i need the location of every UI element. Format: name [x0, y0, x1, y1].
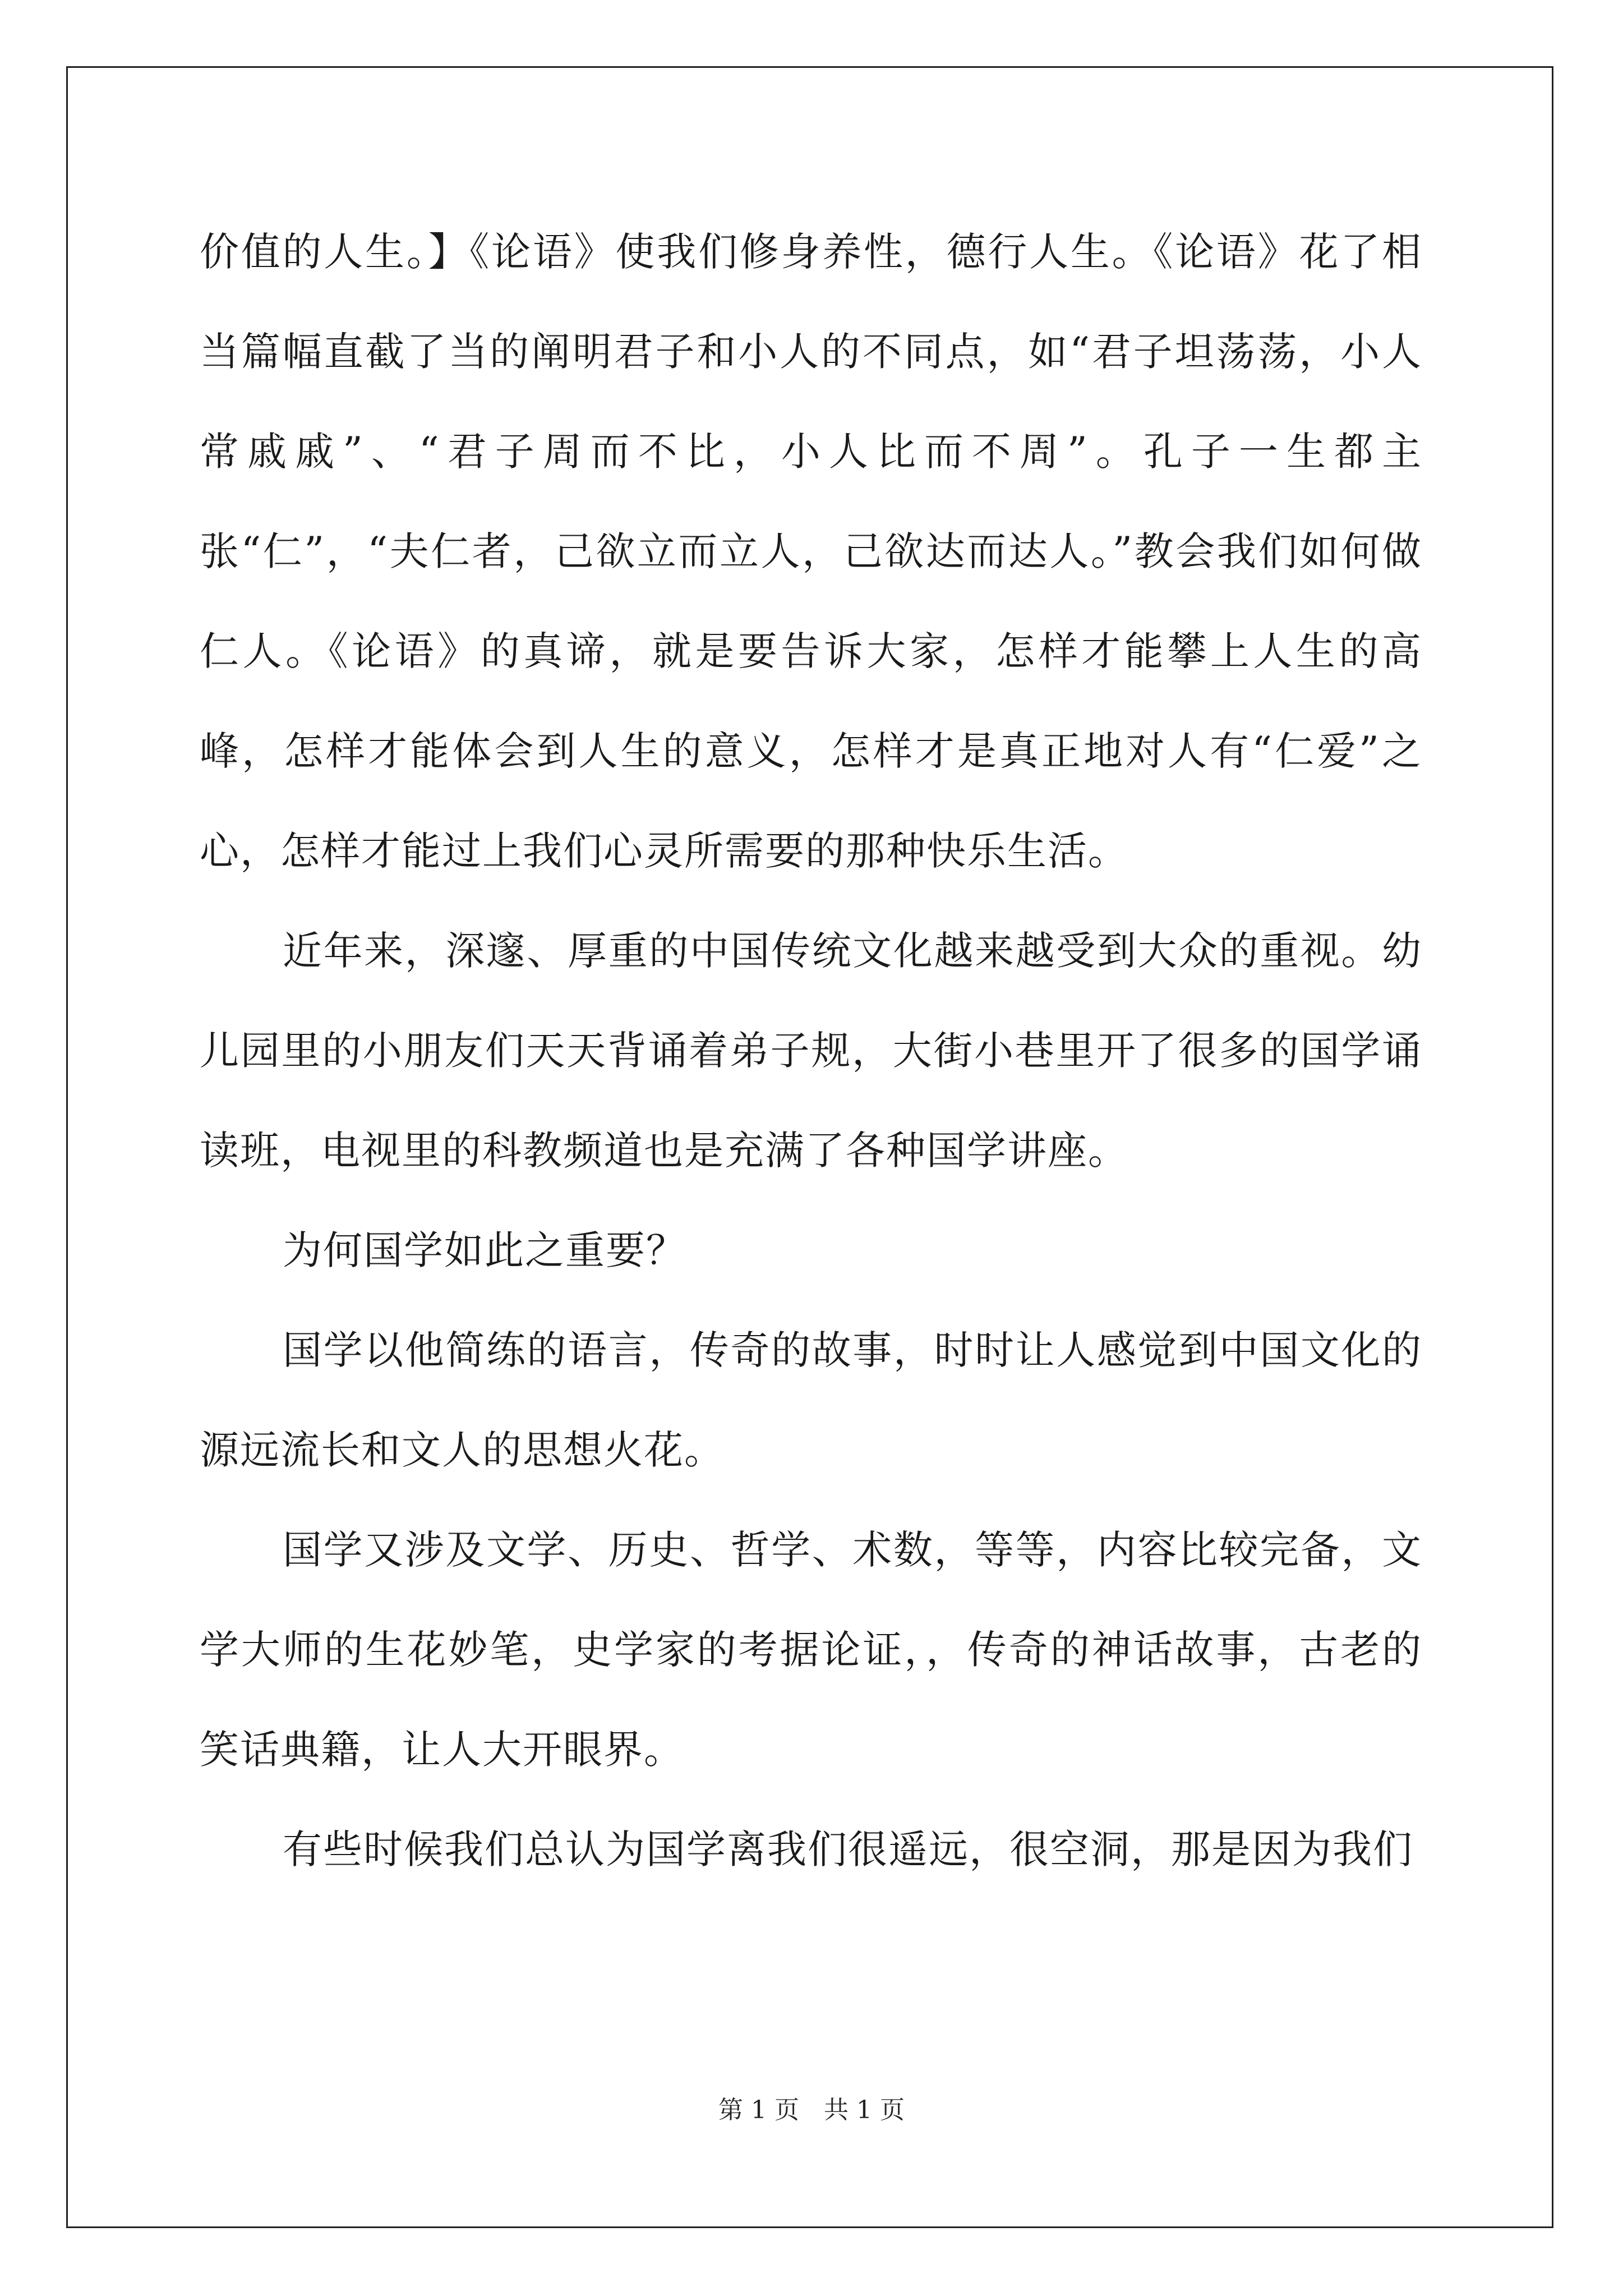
paragraph — [200, 1500, 1422, 1800]
text-line: 我们心灵所需要的那种快乐生活。 — [523, 828, 1128, 874]
text-line: 源远流长和文人的思想火花。 — [200, 1427, 725, 1473]
paragraph — [200, 1800, 1422, 1899]
text-line: 仁者，己欲立而立人，己欲达而达人。”教会我们如何做仁人。《论语》 — [200, 528, 1422, 674]
text-line: 有些时候我们总认为国学离我们很遥远，很空洞，那是因为我们 — [283, 1826, 1413, 1872]
text-line: 学大师的生花妙笔，史学家的考据论证，，传奇的神话故事，古老的笑 — [200, 1627, 1422, 1773]
document-body — [200, 202, 1422, 1899]
paragraph — [200, 1200, 1422, 1300]
paragraph — [200, 901, 1422, 1200]
paragraph — [200, 1300, 1422, 1500]
text-line: 话典籍，让人大开眼界。 — [240, 1727, 684, 1773]
paragraph — [200, 202, 1422, 901]
page-number-footer: 第 1 页 共 1 页 — [718, 2096, 905, 2124]
text-line: 价值的人生。】《论语》使我们修身养性，德行人生。《论语》花了相当 — [200, 229, 1422, 375]
text-line: 儿园里的小朋友们天天背诵着弟子规，大街小巷里开了很多的国学诵 — [200, 1028, 1422, 1074]
text-line: 为何国学如此之重要？ — [283, 1227, 686, 1273]
text-line: 读班，电视里的科教频道也是充满了各种国学讲座。 — [200, 1128, 1128, 1174]
text-line: 的真谛，就是要告诉大家，怎样才能攀上人生的高峰，怎样才能体会 — [200, 628, 1422, 774]
text-line: 国学以他简练的语言，传奇的故事，时时让人感觉到中国文化的 — [283, 1327, 1422, 1373]
text-line: 国学又涉及文学、历史、哲学、术数，等等，内容比较完备，文 — [283, 1527, 1422, 1573]
text-line: 篇幅直截了当的阐明君子和小人的不同点，如“君子坦荡荡，小人常 — [200, 329, 1422, 475]
text-line: 近年来，深邃、厚重的中国传统文化越来越受到大众的重视。幼 — [283, 928, 1422, 974]
text-line: 到人生的意义，怎样才是真正地对人有“仁爱”之心，怎样才能过上 — [200, 728, 1423, 874]
text-line: 戚戚”、“君子周而不比，小人比而不周”。孔子一生都主张“仁”，“夫 — [200, 429, 1423, 574]
